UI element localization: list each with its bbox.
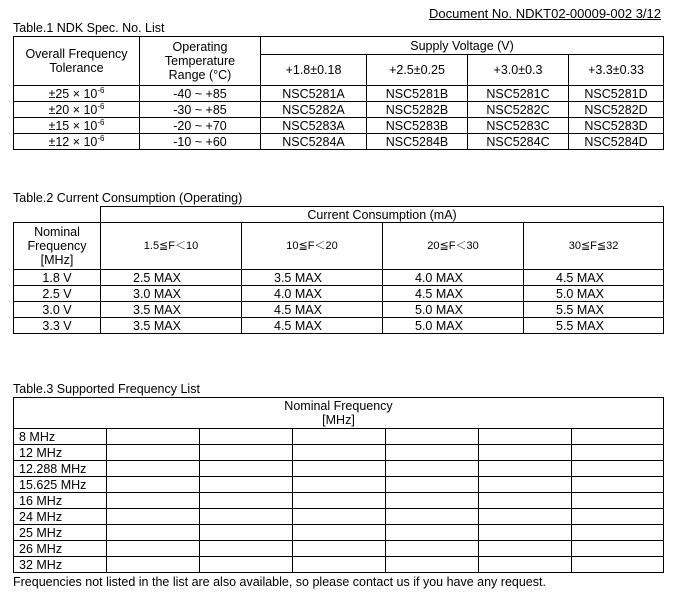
t3-frequency: 12 MHz: [14, 445, 107, 461]
table-row: [14, 477, 664, 493]
table-row: [14, 525, 664, 541]
t2-value: 3.0 MAX: [101, 286, 242, 302]
table1-title: Table.1 NDK Spec. No. List: [13, 21, 165, 35]
t3-empty-cell: [479, 461, 572, 477]
t1-voltage: +2.5±0.25: [367, 55, 468, 86]
t1-spec: NSC5281C: [468, 86, 569, 102]
t3-empty-cell: [386, 493, 479, 509]
table-row: [14, 541, 664, 557]
table-row: [14, 557, 664, 573]
t1-spec: NSC5282C: [468, 102, 569, 118]
table-row: [14, 461, 664, 477]
t3-empty-cell: [107, 429, 200, 445]
t1-header-supply-voltage: Supply Voltage (V): [261, 37, 664, 55]
t3-empty-cell: [200, 445, 293, 461]
t1-spec: NSC5282A: [261, 102, 367, 118]
t2-header-nominal: Nominal Frequency [MHz]: [14, 223, 101, 270]
t3-empty-cell: [293, 557, 386, 573]
t3-empty-cell: [107, 557, 200, 573]
t1-header-temperature: Operating Temperature Range (°C): [140, 37, 261, 86]
t1-voltage: +3.3±0.33: [569, 55, 664, 86]
t3-empty-cell: [479, 557, 572, 573]
t3-empty-cell: [293, 429, 386, 445]
t3-empty-cell: [479, 525, 572, 541]
document-number: Document No. NDKT02-00009-002 3/12: [429, 6, 661, 21]
t2-header-current: Current Consumption (mA): [101, 207, 664, 223]
t3-empty-cell: [293, 541, 386, 557]
t3-empty-cell: [200, 509, 293, 525]
t1-spec: NSC5283A: [261, 118, 367, 134]
t1-spec: NSC5283B: [367, 118, 468, 134]
t2-value: 5.0 MAX: [383, 318, 524, 334]
table-row: [14, 86, 664, 102]
t3-frequency: 8 MHz: [14, 429, 107, 445]
t3-frequency: 24 MHz: [14, 509, 107, 525]
t3-empty-cell: [386, 557, 479, 573]
t3-empty-cell: [200, 557, 293, 573]
t3-empty-cell: [572, 509, 664, 525]
table1-spec-list: [13, 36, 664, 150]
t3-empty-cell: [386, 477, 479, 493]
t2-value: 4.0 MAX: [242, 286, 383, 302]
t3-empty-cell: [572, 477, 664, 493]
t1-header-tolerance: Overall Frequency Tolerance: [14, 37, 140, 86]
t3-empty-cell: [479, 541, 572, 557]
t3-empty-cell: [107, 461, 200, 477]
t3-empty-cell: [479, 429, 572, 445]
t2-value: 5.0 MAX: [383, 302, 524, 318]
t3-empty-cell: [200, 477, 293, 493]
t3-frequency: 15.625 MHz: [14, 477, 107, 493]
t2-value: 4.5 MAX: [383, 286, 524, 302]
t2-range: 1.5≦F＜10: [101, 223, 242, 270]
t3-empty-cell: [572, 461, 664, 477]
table2-current-consumption: [13, 206, 664, 334]
t1-temp: -10 ~ +60: [140, 134, 261, 150]
t1-spec: NSC5281D: [569, 86, 664, 102]
t3-empty-cell: [572, 525, 664, 541]
t3-empty-cell: [200, 541, 293, 557]
t3-frequency: 12.288 MHz: [14, 461, 107, 477]
t2-value: 5.5 MAX: [524, 318, 664, 334]
t3-empty-cell: [107, 509, 200, 525]
t1-spec: NSC5282D: [569, 102, 664, 118]
t3-header-nominal: Nominal Frequency [MHz]: [107, 398, 664, 429]
t1-spec: NSC5284A: [261, 134, 367, 150]
t3-frequency: 16 MHz: [14, 493, 107, 509]
table-row: [14, 118, 664, 134]
t1-spec: NSC5283D: [569, 118, 664, 134]
footnote: Frequencies not listed in the list are also available, so please contact us if you have any request.: [13, 575, 546, 589]
t3-empty-cell: [107, 525, 200, 541]
t2-range: 20≦F＜30: [383, 223, 524, 270]
t3-empty-cell: [479, 493, 572, 509]
t1-tolerance: $\pm 20 \times 10^{-6}$: [14, 102, 140, 118]
t3-empty-cell: [572, 445, 664, 461]
table-row: [14, 509, 664, 525]
t2-value: 4.5 MAX: [242, 318, 383, 334]
table-row: [14, 134, 664, 150]
t3-empty-cell: [293, 525, 386, 541]
table-row: [14, 102, 664, 118]
table-row: [14, 445, 664, 461]
table-row: [14, 493, 664, 509]
t2-range: 30≦F≦32: [524, 223, 664, 270]
t1-spec: NSC5284C: [468, 134, 569, 150]
table3-title: Table.3 Supported Frequency List: [13, 382, 200, 396]
t1-spec: NSC5284B: [367, 134, 468, 150]
t2-value: 2.5 MAX: [101, 270, 242, 286]
t3-empty-cell: [293, 477, 386, 493]
t3-empty-cell: [293, 445, 386, 461]
t3-empty-cell: [200, 429, 293, 445]
t3-empty-cell: [572, 429, 664, 445]
t1-temp: -40 ~ +85: [140, 86, 261, 102]
t2-value: 3.5 MAX: [242, 270, 383, 286]
t3-empty-cell: [479, 509, 572, 525]
t1-tolerance: $\pm 12 \times 10^{-6}$: [14, 134, 140, 150]
t2-value: 3.5 MAX: [101, 302, 242, 318]
t1-temp: -20 ~ +70: [140, 118, 261, 134]
table-row: [14, 318, 664, 334]
t3-frequency: 25 MHz: [14, 525, 107, 541]
t1-voltage: +3.0±0.3: [468, 55, 569, 86]
t3-empty-cell: [200, 493, 293, 509]
t1-spec: NSC5284D: [569, 134, 664, 150]
t3-empty-cell: [293, 509, 386, 525]
t3-empty-cell: [293, 493, 386, 509]
t3-empty-cell: [107, 445, 200, 461]
t3-empty-cell: [386, 429, 479, 445]
t1-temp: -30 ~ +85: [140, 102, 261, 118]
t3-frequency: 32 MHz: [14, 557, 107, 573]
t3-empty-cell: [200, 461, 293, 477]
t3-empty-cell: [572, 493, 664, 509]
t3-empty-cell: [107, 493, 200, 509]
table-row: [14, 270, 664, 286]
t1-spec: NSC5283C: [468, 118, 569, 134]
t2-value: 5.5 MAX: [524, 302, 664, 318]
t3-empty-cell: [200, 525, 293, 541]
t3-frequency: 26 MHz: [14, 541, 107, 557]
t3-empty-cell: [293, 461, 386, 477]
t3-empty-cell: [107, 541, 200, 557]
table3-frequency-list: [13, 397, 664, 573]
t3-empty-cell: [386, 541, 479, 557]
t3-empty-cell: [386, 445, 479, 461]
t3-empty-cell: [386, 461, 479, 477]
t3-empty-cell: [479, 445, 572, 461]
t1-spec: NSC5281B: [367, 86, 468, 102]
t2-voltage: 2.5 V: [14, 286, 101, 302]
table2-title: Table.2 Current Consumption (Operating): [13, 191, 243, 205]
t3-empty-cell: [479, 477, 572, 493]
table-row: [14, 429, 664, 445]
t3-empty-cell: [107, 477, 200, 493]
t2-value: 4.5 MAX: [242, 302, 383, 318]
t2-voltage: 3.3 V: [14, 318, 101, 334]
t1-tolerance: $\pm 15 \times 10^{-6}$: [14, 118, 140, 134]
t1-spec: NSC5281A: [261, 86, 367, 102]
t2-value: 3.5 MAX: [101, 318, 242, 334]
t1-voltage: +1.8±0.18: [261, 55, 367, 86]
t2-range: 10≦F＜20: [242, 223, 383, 270]
t2-voltage: 1.8 V: [14, 270, 101, 286]
t1-tolerance: $\pm 25 \times 10^{-6}$: [14, 86, 140, 102]
table-row: [14, 286, 664, 302]
t1-spec: NSC5282B: [367, 102, 468, 118]
t2-value: 4.5 MAX: [524, 270, 664, 286]
t3-empty-cell: [572, 557, 664, 573]
t3-empty-cell: [386, 509, 479, 525]
t2-value: 4.0 MAX: [383, 270, 524, 286]
t3-empty-cell: [386, 525, 479, 541]
t2-voltage: 3.0 V: [14, 302, 101, 318]
table-row: [14, 302, 664, 318]
t3-empty-cell: [572, 541, 664, 557]
t2-value: 5.0 MAX: [524, 286, 664, 302]
